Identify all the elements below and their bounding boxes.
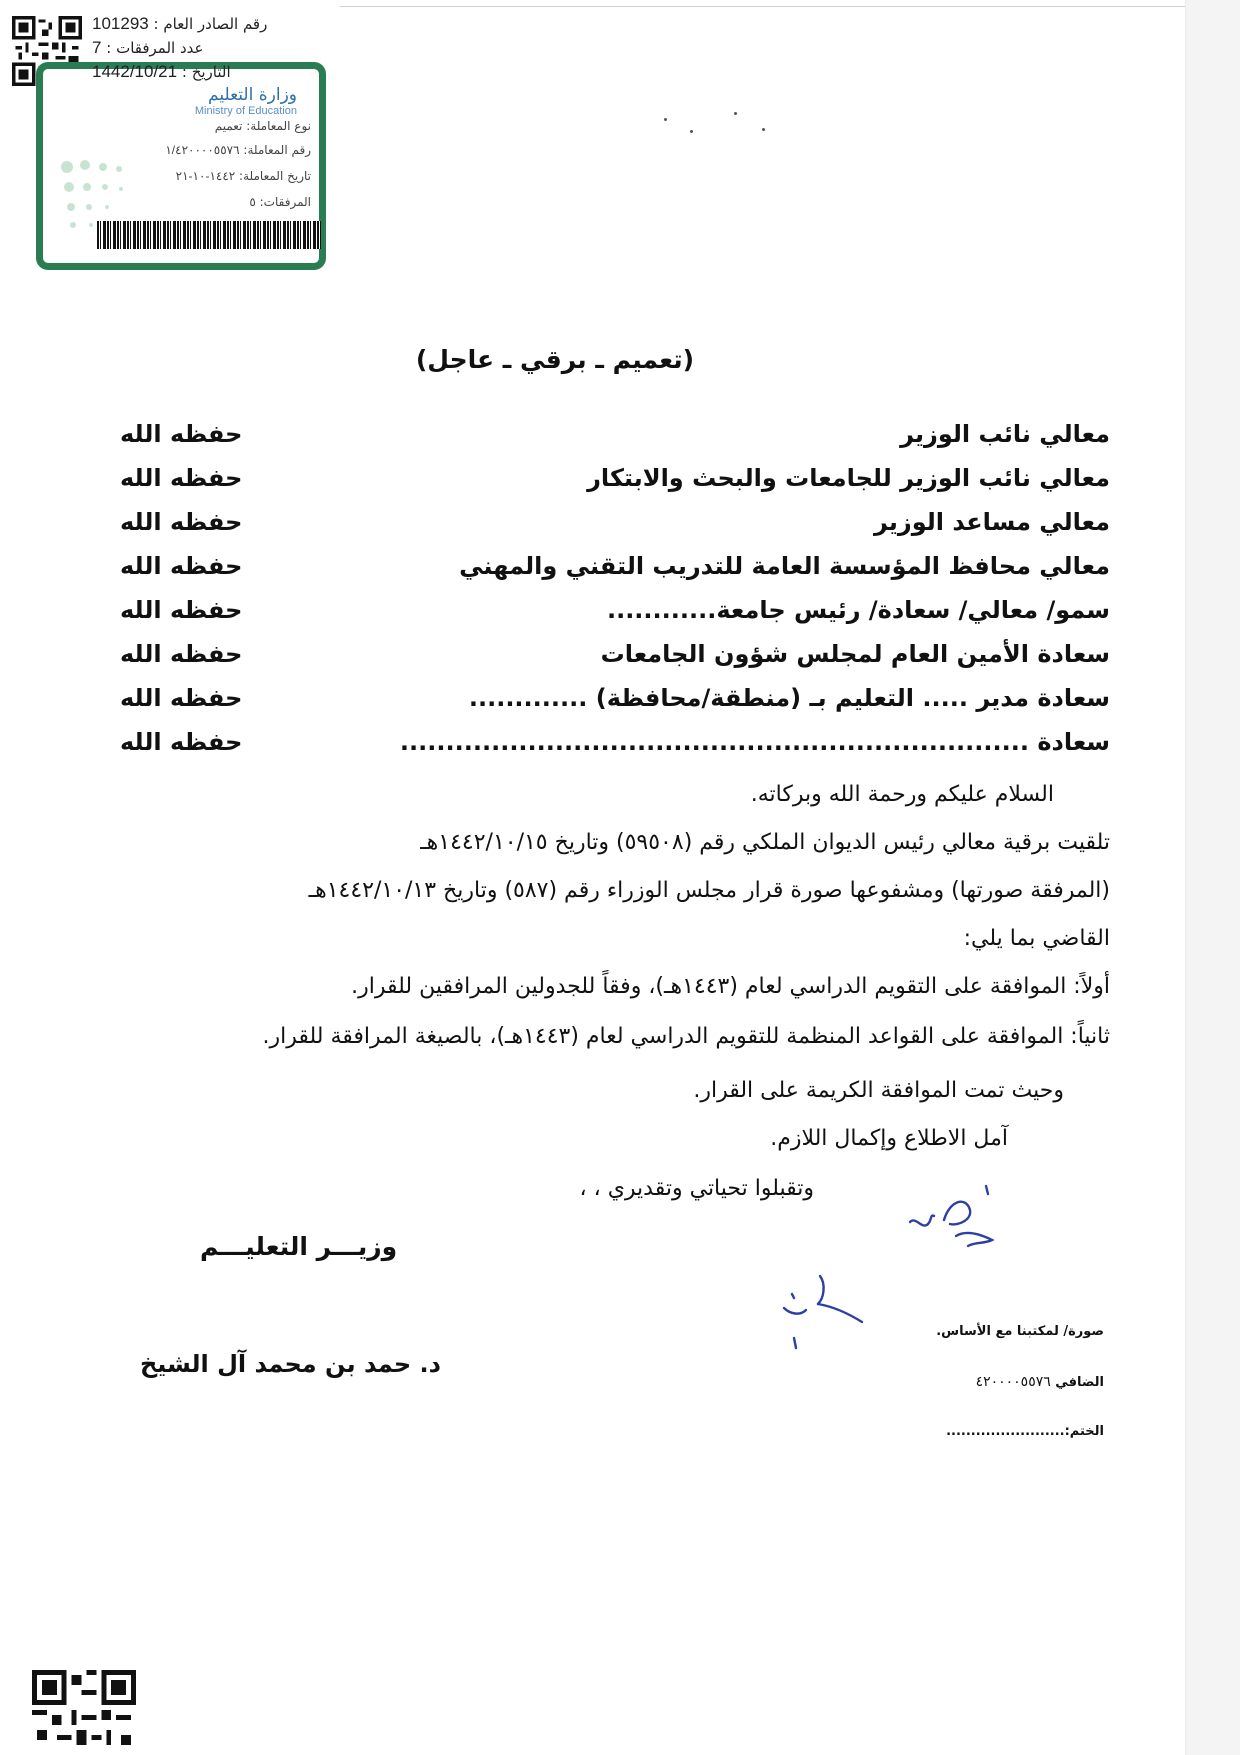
dhafi-reference — [976, 1374, 1104, 1390]
addressee-name: سعادة ..................................................................... — [399, 728, 1110, 756]
stamp-row-label: المرفقات: — [259, 195, 311, 209]
dhafi-value: ٤٢٠٠٠٠٥٥٧٦ — [975, 1374, 1051, 1390]
scan-edge-strip — [1185, 0, 1240, 1755]
minister-name: د. حمد بن محمد آل الشيخ — [140, 1350, 441, 1378]
addressee-name: معالي نائب الوزير للجامعات والبحث والابتكار — [587, 464, 1110, 492]
decision-item-second: ثانياً: الموافقة على القواعد المنظمة للتقويم الدراسي لعام (١٤٤٣هـ)، بالصيغة المرافقة للقرار. — [262, 1024, 1110, 1049]
addressee-blessing: حفظه الله — [120, 464, 243, 492]
handwritten-signature-lower — [770, 1262, 870, 1362]
addressee-name: سمو/ معالي/ سعادة/ رئيس جامعة............ — [606, 596, 1110, 624]
outgoing-number-label: رقم الصادر العام : — [153, 15, 268, 33]
addressee-row — [120, 464, 1110, 508]
stamp-row-attachments — [249, 195, 311, 209]
addressee-name: معالي مساعد الوزير — [873, 508, 1110, 536]
qr-code-bottom — [32, 1670, 136, 1750]
ministry-stamp — [36, 62, 326, 270]
addressee-row — [120, 508, 1110, 552]
attachments-count-value: 7 — [92, 38, 102, 57]
minister-title: وزيـــر التعليـــم — [200, 1232, 398, 1261]
stamp-row-value: ١/٤٢٠٠٠٠٥٥٧٦ — [165, 143, 240, 157]
attachments-count-label: عدد المرفقات : — [106, 39, 204, 57]
addressee-blessing: حفظه الله — [120, 596, 243, 624]
paragraph-line: القاضي بما يلي: — [963, 926, 1110, 951]
stamp-row-value: تعميم — [214, 119, 243, 133]
ministry-logo-en: Ministry of Education — [194, 105, 297, 117]
addressee-row — [120, 552, 1110, 596]
document-title: (تعميم ـ برقي ـ عاجل) — [415, 345, 695, 374]
issue-date — [92, 62, 231, 82]
stamp-row-label: نوع المعاملة: — [246, 119, 311, 133]
stamp-row-label: رقم المعاملة: — [243, 143, 311, 157]
addressee-blessing: حفظه الله — [120, 684, 243, 712]
paragraph-line: تلقيت برقية معالي رئيس الديوان الملكي رقم (٥٩٥٠٨) وتاريخ ١٤٤٢/١٠/١٥هـ — [420, 830, 1110, 855]
addressee-row — [120, 684, 1110, 728]
addressee-row — [120, 728, 1110, 772]
top-divider — [340, 6, 1200, 7]
addressee-name: سعادة الأمين العام لمجلس شؤون الجامعات — [600, 640, 1110, 668]
outgoing-number-value: 101293 — [92, 14, 149, 33]
stamp-row-label: تاريخ المعاملة: — [239, 169, 311, 183]
addressee-name: سعادة مدير ..... التعليم بـ (منطقة/محافظة) ............. — [468, 684, 1110, 712]
decision-item-first: أولاً: الموافقة على التقويم الدراسي لعام (١٤٤٣هـ)، وفقاً للجدولين المرافقين للقرار. — [351, 974, 1110, 999]
attachments-count — [92, 38, 203, 58]
addressee-name: معالي نائب الوزير — [900, 420, 1110, 448]
paragraph-line: (المرفقة صورتها) ومشفوعها صورة قرار مجلس الوزراء رقم (٥٨٧) وتاريخ ١٤٤٢/١٠/١٣هـ — [308, 878, 1110, 903]
stamp-row-date — [176, 169, 311, 183]
greeting: السلام عليكم ورحمة الله وبركاته. — [750, 782, 1054, 807]
issue-date-label: التاريخ : — [181, 63, 231, 81]
addressee-row — [120, 640, 1110, 684]
scan-speck — [734, 112, 737, 115]
addressee-list — [120, 420, 1110, 772]
seal-line: الختم:........................ — [946, 1424, 1104, 1439]
scan-speck — [762, 128, 765, 131]
addressee-name: معالي محافظ المؤسسة العامة للتدريب التقني والمهني — [459, 552, 1110, 580]
handwritten-signature-upper — [900, 1180, 1010, 1260]
ministry-logo-ar: وزارة التعليم — [208, 85, 297, 105]
stamp-row-type — [215, 119, 311, 133]
closing-line: آمل الاطلاع وإكمال اللازم. — [770, 1126, 1008, 1151]
dhafi-label: الضافي — [1055, 1375, 1104, 1390]
closing-line: وحيث تمت الموافقة الكريمة على القرار. — [693, 1078, 1064, 1103]
addressee-blessing: حفظه الله — [120, 728, 243, 756]
scan-speck — [690, 130, 693, 133]
addressee-row — [120, 420, 1110, 464]
addressee-row — [120, 596, 1110, 640]
addressee-blessing: حفظه الله — [120, 640, 243, 668]
outgoing-number — [92, 14, 267, 34]
scan-speck — [664, 118, 667, 121]
addressee-blessing: حفظه الله — [120, 420, 243, 448]
stamp-row-number — [165, 143, 311, 157]
stamp-row-value: ٥ — [249, 195, 256, 209]
closing-line: وتقبلوا تحياتي وتقديري ، ، — [579, 1176, 814, 1201]
issue-date-value: 1442/10/21 — [92, 62, 178, 81]
stamp-barcode — [97, 221, 321, 249]
copy-note: صورة/ لمكتبنا مع الأساس. — [936, 1324, 1104, 1339]
stamp-row-value: ١٤٤٢-١٠-٢١ — [175, 169, 236, 183]
addressee-blessing: حفظه الله — [120, 508, 243, 536]
addressee-blessing: حفظه الله — [120, 552, 243, 580]
